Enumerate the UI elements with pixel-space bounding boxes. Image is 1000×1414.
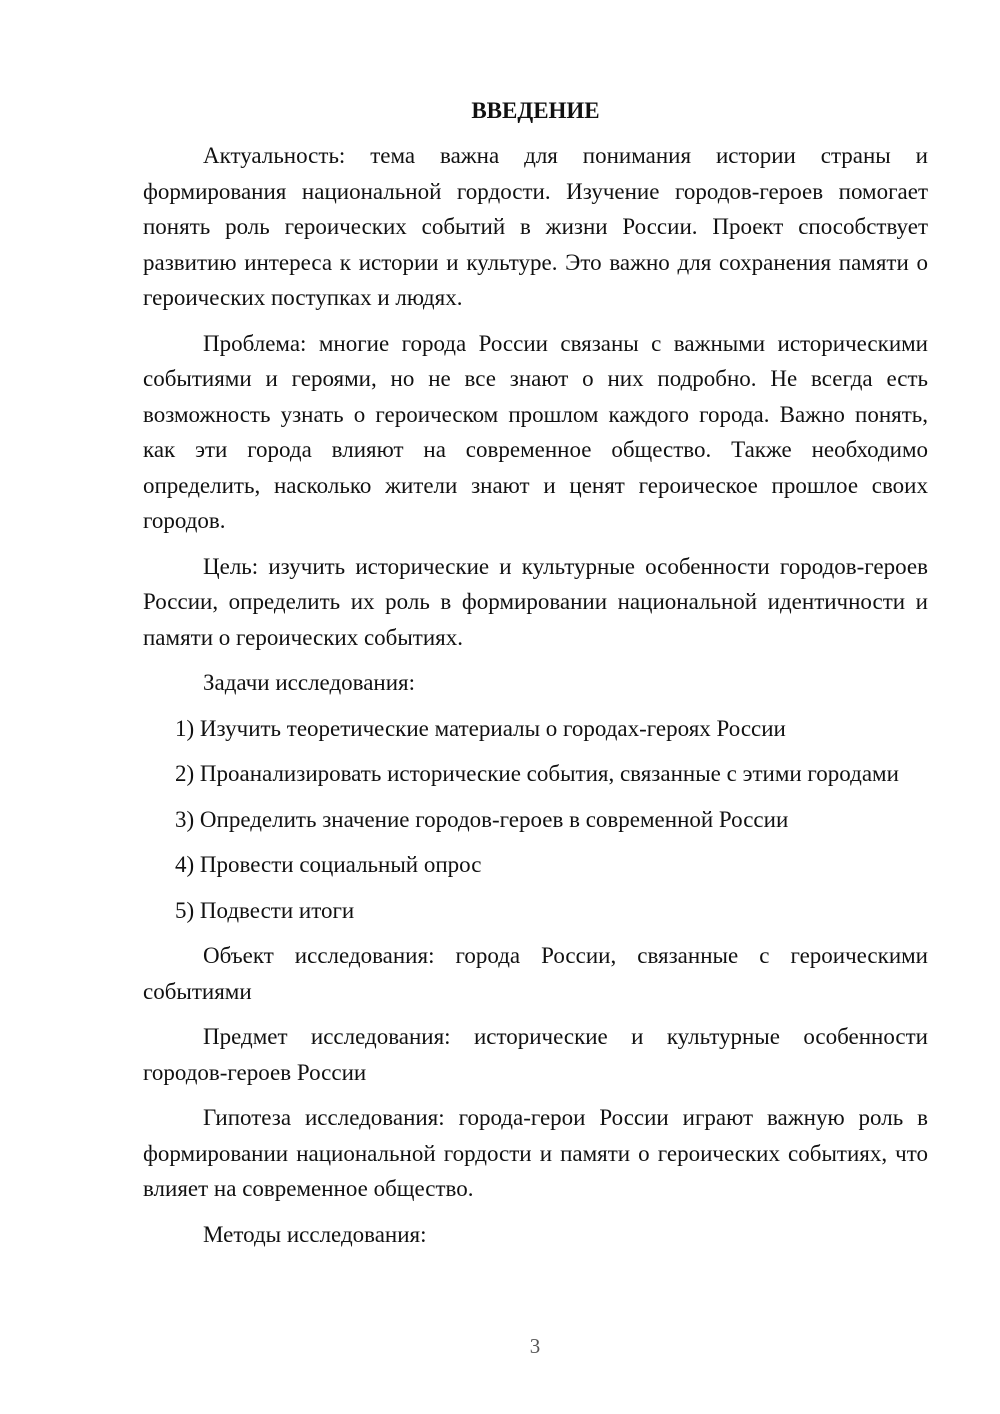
methods-heading: Методы исследования: (203, 1221, 427, 1247)
hypothesis-paragraph: Гипотеза исследования: города-герои России играют важную роль в формировании национальной гордости и памяти о героических событиях, что влияет на современное общество. (143, 1105, 928, 1201)
document-page (143, 96, 928, 1262)
task-item-3: 3) Определить значение городов-героев в современной России (175, 806, 789, 832)
task-item-1: 1) Изучить теоретические материалы о городах-героях России (175, 715, 786, 741)
problem-paragraph: Проблема: многие города России связаны с важными историческими событиями и героями, но не все знают о них подробно. Не всегда есть возможность узнать о героическом прошлом каждого города. Важно понять, как эти города влияют на современное общество. Также необходимо определить, насколько жители знают и ценят героическое прошлое своих городов. (143, 330, 928, 533)
relevance-paragraph: Актуальность: тема важна для понимания истории страны и формирования национальной гордости. Изучение городов-героев помогает понять роль героических событий в жизни России. Проект способствует развитию интереса к истории и культуре. Это важно для сохранения памяти о героических поступках и людях. (143, 143, 928, 310)
subject-paragraph: Предмет исследования: исторические и культурные особенности городов-героев России (143, 1024, 928, 1085)
object-paragraph: Объект исследования: города России, связанные с героическими событиями (143, 943, 928, 1004)
task-item-2: 2) Проанализировать исторические события, связанные с этими городами (175, 761, 899, 786)
tasks-heading: Задачи исследования: (203, 670, 416, 695)
page-number: 3 (529, 1334, 541, 1358)
goal-paragraph: Цель: изучить исторические и культурные особенности городов-героев России, определить их роль в формировании национальной идентичности и памяти о героических событиях. (143, 553, 928, 650)
page-title: ВВЕДЕНИЕ (471, 98, 600, 123)
task-item-5: 5) Подвести итоги (175, 897, 355, 923)
task-item-4: 4) Провести социальный опрос (175, 852, 482, 877)
